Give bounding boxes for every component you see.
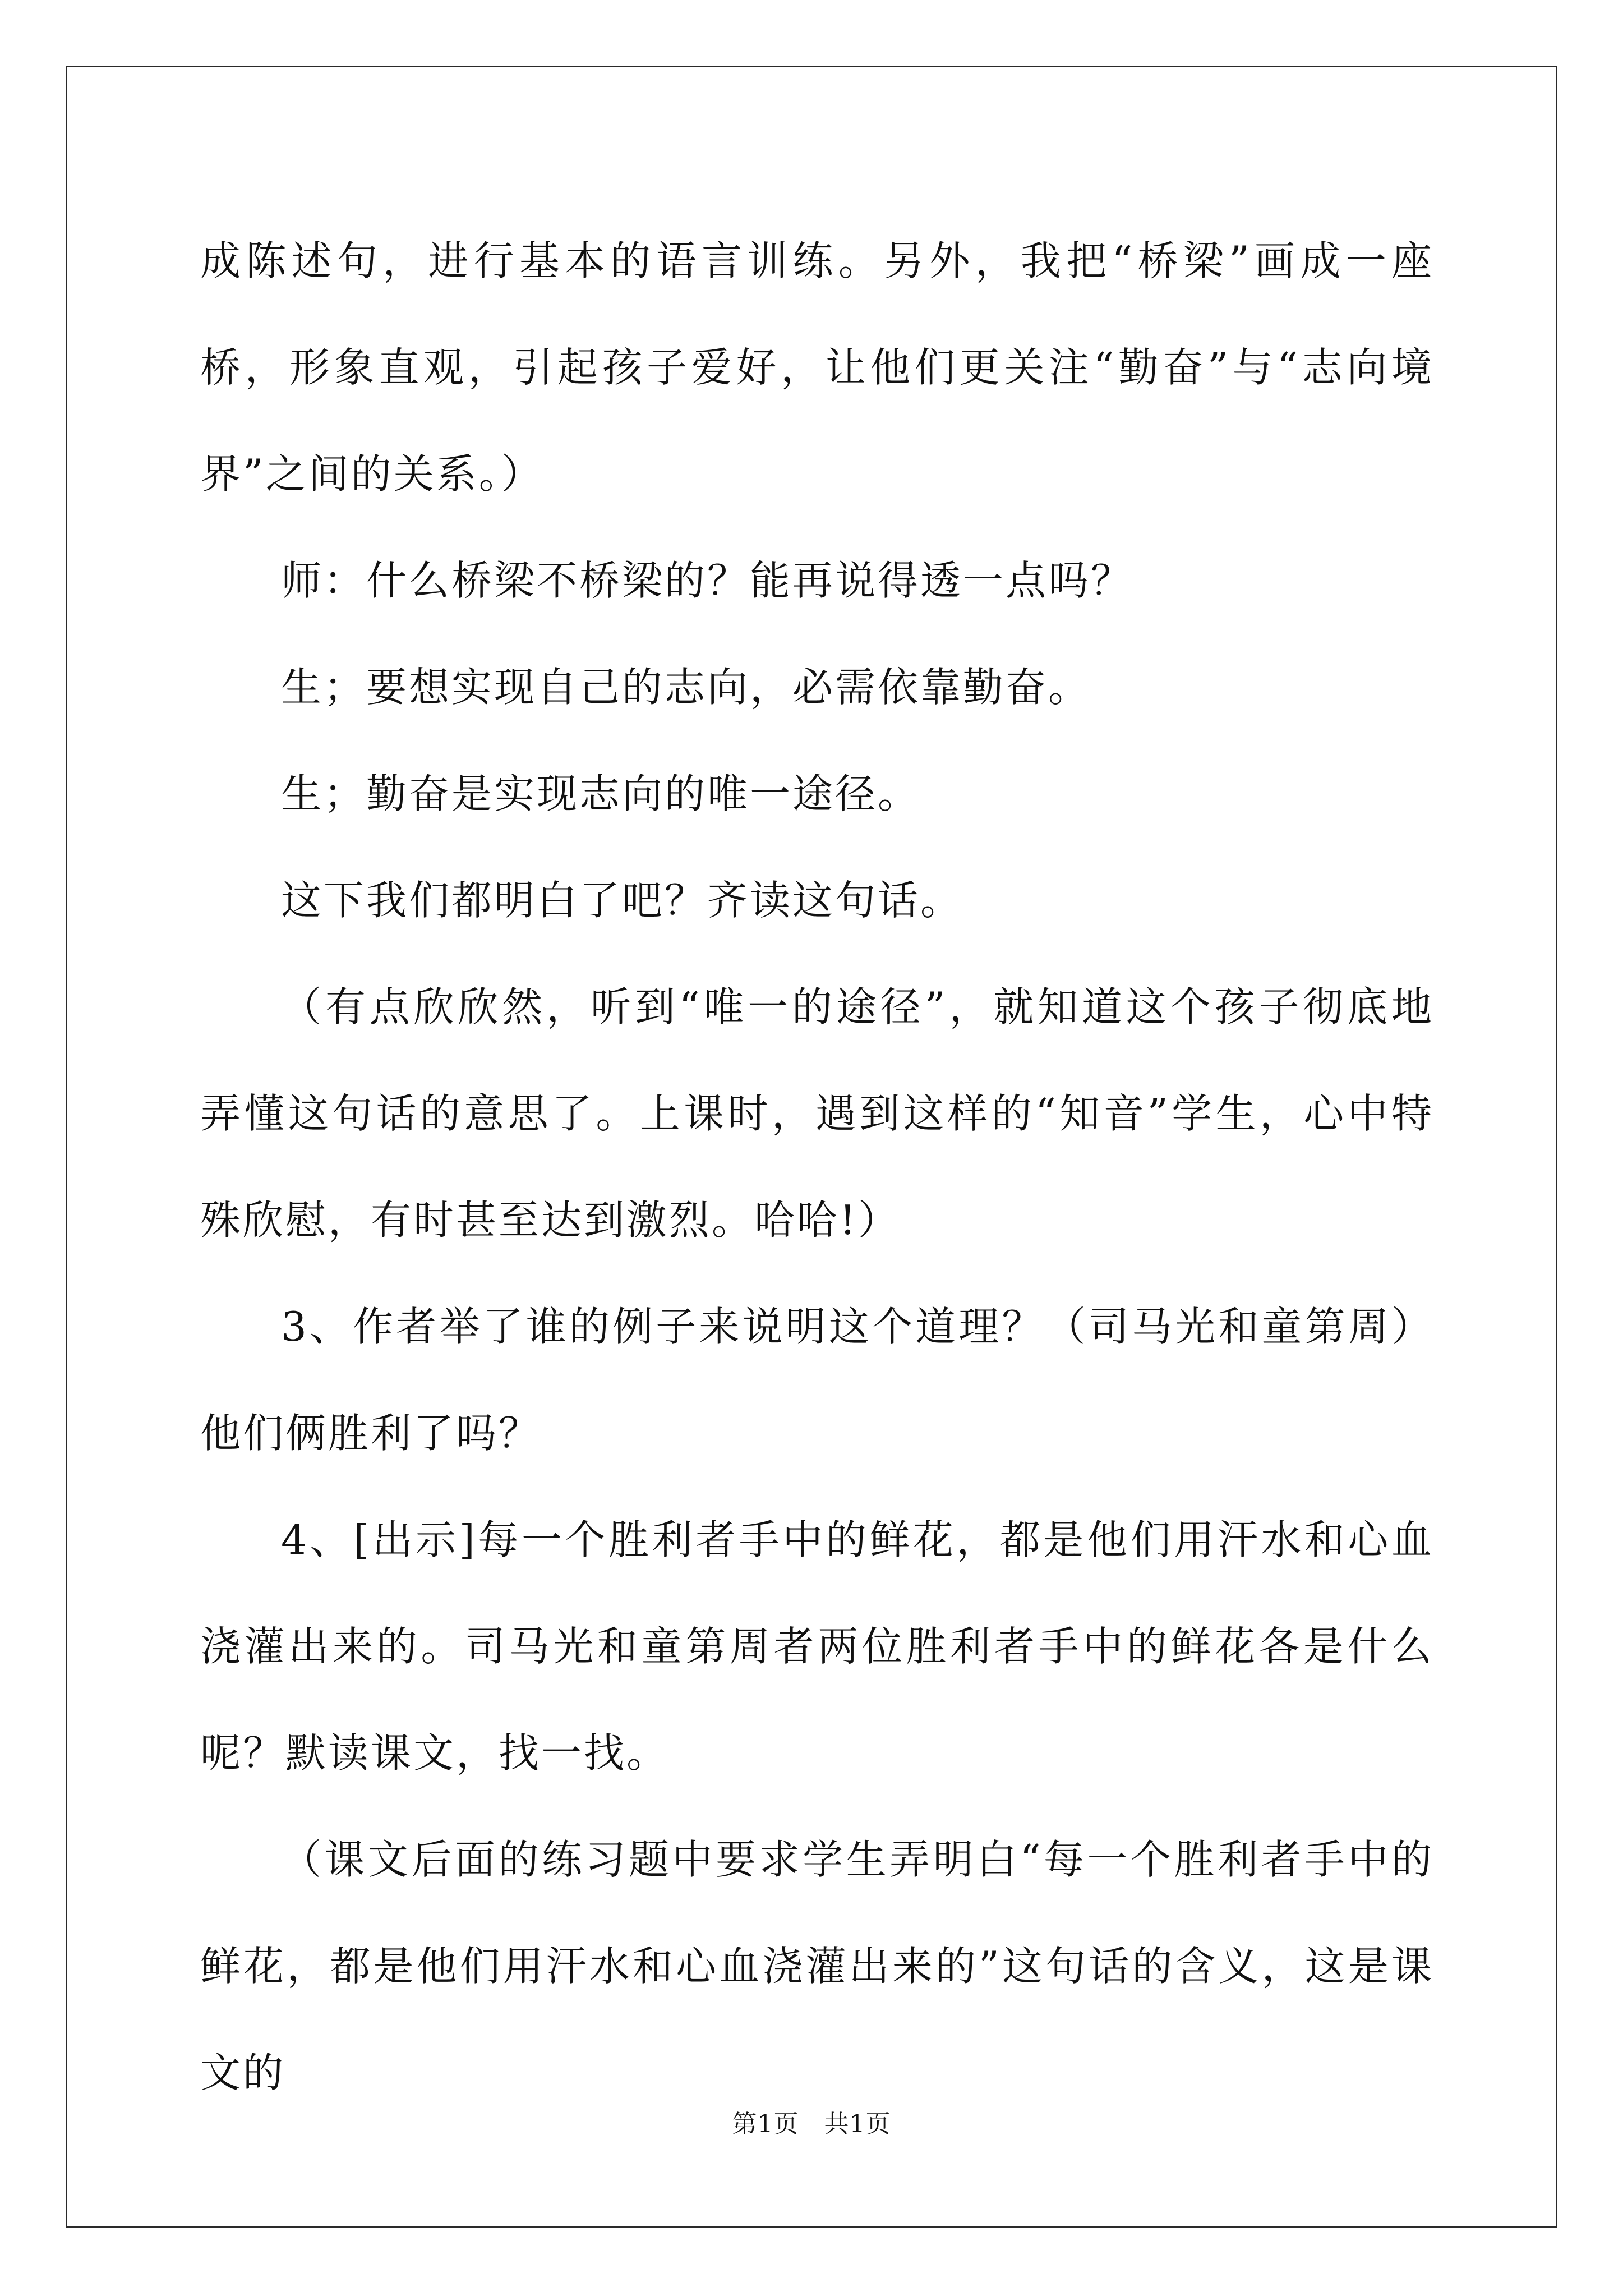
paragraph-9: （课文后面的练习题中要求学生弄明白“每一个胜利者手中的鲜花，都是他们用汗水和心血浇灌出来的”这句话的含义，这是课文的 [200,1836,1434,2096]
paragraph-5: 这下我们都明白了吧？齐读这句话。 [281,877,963,924]
paragraph-1: 成陈述句，进行基本的语言训练。另外，我把“桥梁”画成一座桥，形象直观，引起孩子爱好，让他们更关注“勤奋”与“志向境界”之间的关系。） [200,237,1434,498]
document-body [200,208,1434,2126]
paragraph-7: 3、作者举了谁的例子来说明这个道理？（司马光和童第周）他们俩胜利了吗？ [200,1303,1434,1457]
paragraph-3: 生；要想实现自己的志向，必需依靠勤奋。 [281,664,1091,711]
paragraph-2: 师：什么桥梁不桥梁的？能再说得透一点吗？ [281,557,1134,604]
page-footer: 第1页 共1页 [732,2110,891,2138]
paragraph-4: 生；勤奋是实现志向的唯一途径。 [281,770,921,817]
paragraph-6: （有点欣欣然，听到“唯一的途径”，就知道这个孩子彻底地弄懂这句话的意思了。上课时，遇到这样的“知音”学生，心中特殊欣慰，有时甚至达到激烈。哈哈!） [200,983,1434,1244]
paragraph-8: 4、[出示]每一个胜利者手中的鲜花，都是他们用汗水和心血浇灌出来的。司马光和童第周者两位胜利者手中的鲜花各是什么呢？默读课文，找一找。 [200,1516,1434,1777]
